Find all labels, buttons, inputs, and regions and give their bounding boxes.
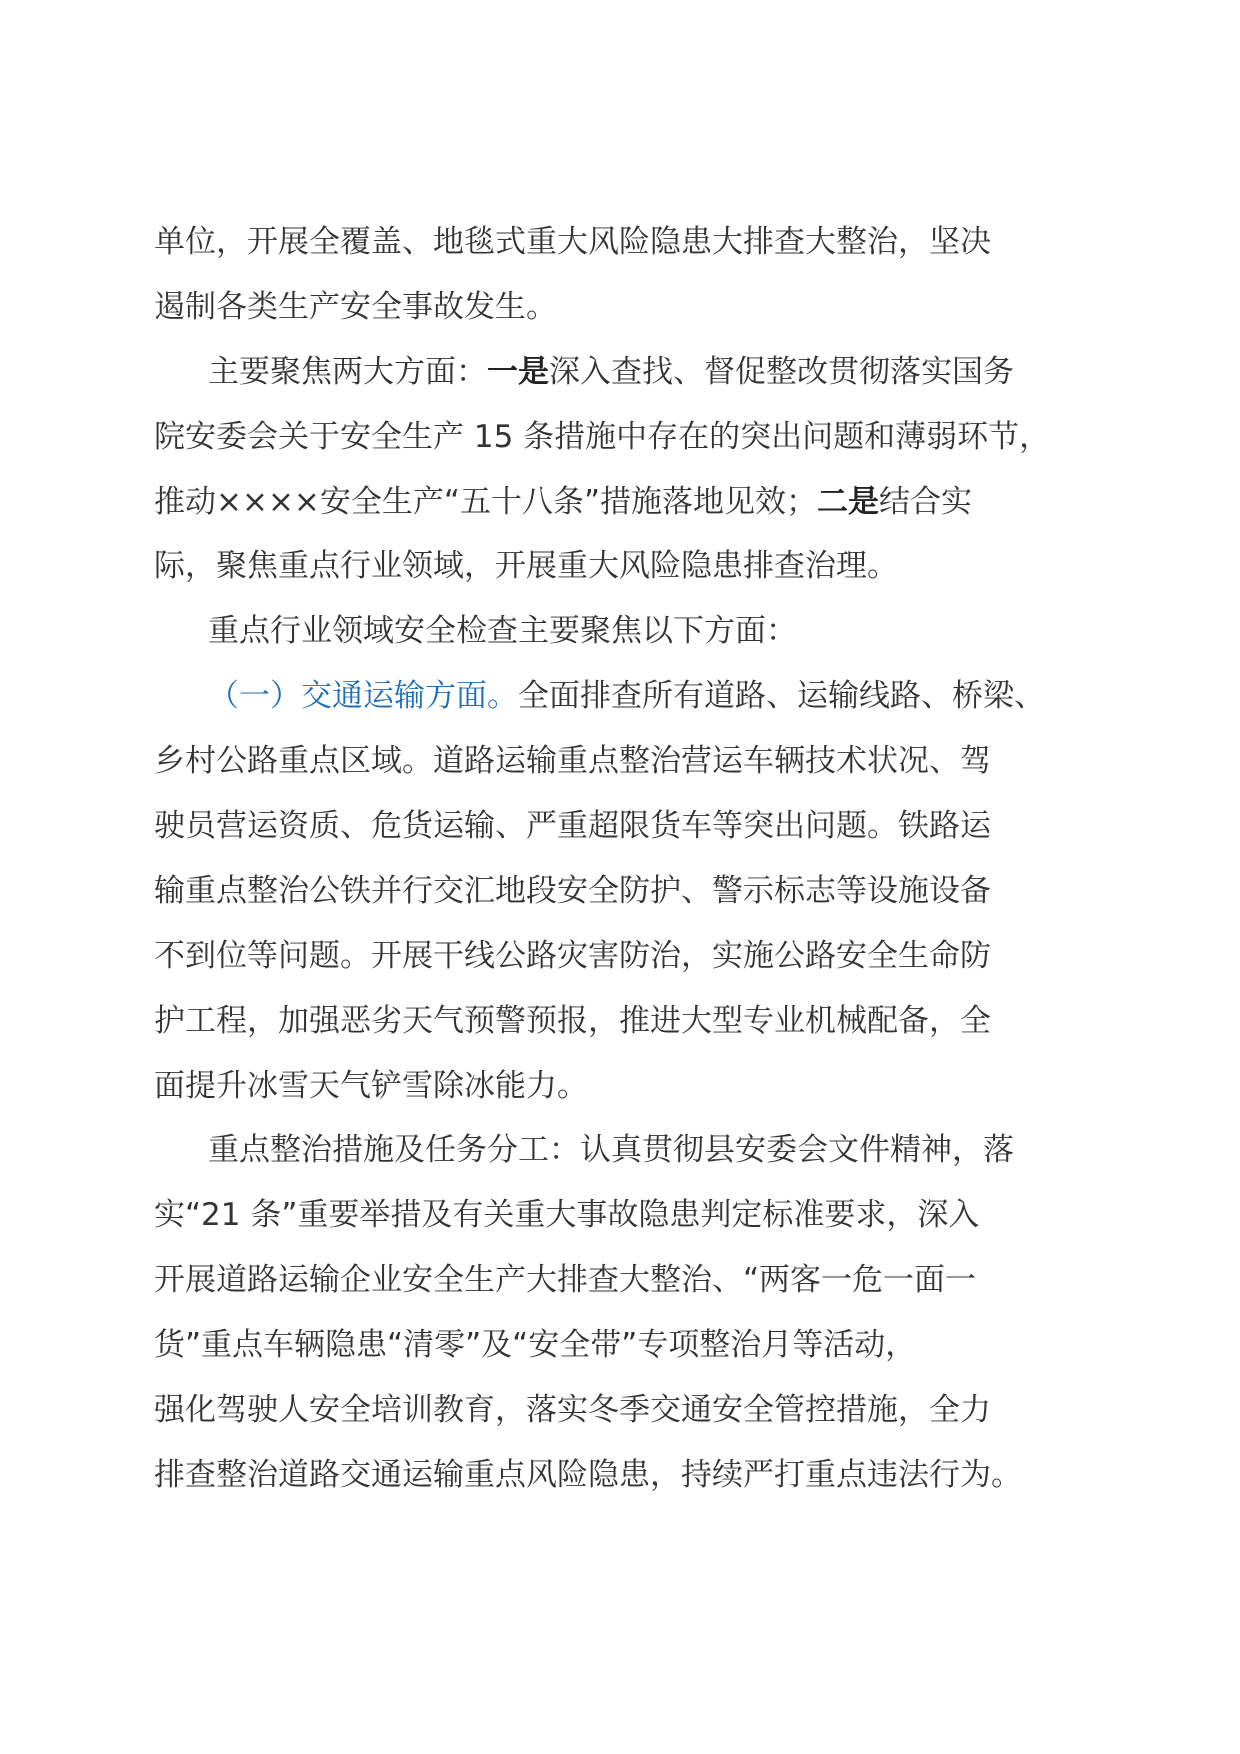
text-line (154, 794, 1114, 859)
text-run: 实“21 条”重要举措及有关重大事故隐患判定标准要求，深入 (154, 1197, 980, 1234)
text-line (154, 1313, 1114, 1378)
text-run: 输重点整治公铁并行交汇地段安全防护、警示标志等设施设备 (154, 872, 991, 909)
text-run: 结合实 (879, 483, 973, 520)
text-run: 不到位等问题。开展干线公路灾害防治，实施公路安全生命防 (154, 937, 991, 974)
text-line (154, 1378, 1114, 1443)
text-line (154, 210, 1114, 275)
text-line (154, 599, 1114, 664)
text-run: 推动××××安全生产“五十八条”措施落地见效； (154, 483, 818, 520)
text-run: 遏制各类生产安全事故发生。 (154, 288, 557, 325)
text-run: 深入查找、督促整改贯彻落实国务 (549, 353, 1014, 390)
text-line (154, 1443, 1114, 1508)
text-line (154, 859, 1114, 924)
text-line (154, 405, 1114, 470)
text-line (154, 1118, 1114, 1183)
text-run: 排查整治道路交通运输重点风险隐患，持续严打重点违法行为。 (154, 1456, 1022, 1493)
text-run: 强化驾驶人安全培训教育，落实冬季交通安全管控措施，全力 (154, 1392, 991, 1429)
text-line (154, 470, 1114, 535)
bold-marker: 一是 (487, 353, 549, 390)
text-run: 重点行业领域安全检查主要聚焦以下方面： (208, 613, 797, 650)
text-run: 际，聚焦重点行业领域，开展重大风险隐患排查治理。 (154, 548, 898, 585)
text-run: 院安委会关于安全生产 15 条措施中存在的突出问题和薄弱环节， (154, 418, 1051, 455)
bold-marker: 二是 (817, 483, 880, 520)
text-run: 主要聚焦两大方面： (208, 353, 487, 390)
section-heading: （一）交通运输方面。 (208, 678, 518, 715)
text-line (154, 1183, 1114, 1248)
text-line (154, 924, 1114, 989)
document-body (154, 210, 1114, 1508)
text-line (154, 1054, 1114, 1119)
text-line (154, 340, 1114, 405)
text-run: 驶员营运资质、危货运输、严重超限货车等突出问题。铁路运 (154, 808, 991, 845)
text-run: 乡村公路重点区域。道路运输重点整治营运车辆技术状况、驾 (154, 743, 991, 780)
text-line (154, 1248, 1114, 1313)
text-run: 单位，开展全覆盖、地毯式重大风险隐患大排查大整治，坚决 (154, 224, 991, 260)
text-line (154, 729, 1114, 794)
text-run: 货”重点车辆隐患“清零”及“安全带”专项整治月等活动， (154, 1327, 917, 1364)
text-run: 面提升冰雪天气铲雪除冰能力。 (154, 1067, 588, 1104)
text-run: 全面排查所有道路、运输线路、桥梁、 (518, 678, 1045, 715)
text-run: 开展道路运输企业安全生产大排查大整治、“两客一危一面一 (154, 1262, 977, 1299)
text-line (154, 534, 1114, 599)
text-line (154, 275, 1114, 340)
text-run: 护工程，加强恶劣天气预警预报，推进大型专业机械配备，全 (154, 1002, 991, 1039)
text-line (154, 664, 1114, 729)
text-run: 重点整治措施及任务分工：认真贯彻县安委会文件精神，落 (208, 1132, 1014, 1169)
text-line (154, 989, 1114, 1054)
